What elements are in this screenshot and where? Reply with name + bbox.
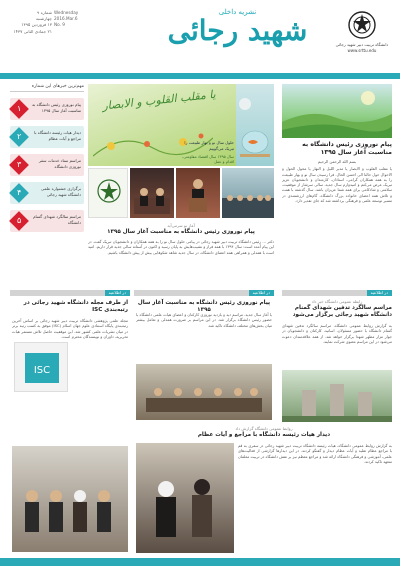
newsletter-subtitle: نشریه داخلی [218, 8, 257, 16]
main-article [282, 84, 392, 282]
right-article-title[interactable]: مراسم سالگرد تدفین شهدای گمنام دانشگاه شهید رجائی برگزار می‌شود [292, 305, 392, 318]
mid-article-title[interactable]: پیام نوروزی رئیس دانشگاه به مناسبت آغاز سال ۱۳۹۵ [137, 300, 271, 313]
footer-band [0, 558, 400, 566]
emblem-icon [347, 10, 377, 40]
main-article-title[interactable]: پیام نوروزی رئیس دانشگاه به مناسبت آغاز سال ۱۳۹۵ [302, 141, 392, 156]
highlights-sidebar [10, 84, 84, 284]
university-name: دانشگاه تربیت دبیر شهید رجائی [335, 42, 389, 47]
delegation-group-icon [12, 446, 128, 552]
bottom-article-kicker: روابط عمومی دانشگاه گزارش داد [235, 426, 293, 431]
memorial-icon [282, 370, 392, 422]
audience-icon [222, 168, 274, 218]
banner-caption: سال ۱۳۹۵ سال اقتصاد مقاومتی، اقدام و عمل [182, 154, 234, 164]
sidebar-heading: مهم‌ترین خبرهای این شماره [10, 84, 84, 92]
clerics-icon [136, 443, 234, 553]
section-divider-mid [134, 290, 274, 296]
calligraphy-text: یا مقلب القلوب و الابصار [101, 87, 217, 113]
meeting-photo [136, 364, 272, 420]
sidebar-item-5[interactable] [10, 210, 84, 232]
right-article-kicker: رابطه عمومی دانشگاه خبر داد [311, 299, 363, 304]
svg-text:ISC: ISC [33, 365, 51, 376]
sidebar-item-2[interactable] [10, 126, 84, 148]
section-tag: در اطلاعیه [249, 290, 274, 296]
sidebar-item-text: دیدار هیات رئیسه دانشگاه با مراجع و آیات عظام [34, 130, 81, 141]
masthead [0, 0, 400, 78]
bottom-article-body: به گزارش روابط عمومی دانشگاه، هیات رئیسه دانشگاه تربیت دبیر شهید رجائی در سفری به قم با مراجع عظام تقلید و آیات عظام دیدار و گفتگو کردند. در این دیدارها گزارشی از فعالیت‌های علمی، آموزشی و فرهنگی دانشگاه ارائه شد و مراجع معظم نیز بر نقش دانشگاه در تربیت معلمان متعهد تاکید کردند. [238, 443, 392, 465]
issue-info: شماره ۹ چهارشنبه ۱۳ فروردین ۱۳۹۵ ۲۱ جمادی الثانی ۱۴۳۷ [13, 10, 52, 34]
sidebar-item-text: مراسم سالگرد شهدای گمنام دانشگاه [33, 214, 81, 225]
university-logo[interactable] [334, 10, 390, 53]
event-photo-speaker [176, 168, 220, 218]
section-divider-right [282, 290, 392, 296]
section-tag: در اطلاعیه [105, 290, 130, 296]
university-emblem-card [88, 168, 128, 218]
martyrs-memorial-photo [282, 370, 392, 422]
isc-article-body: مجله علمی پژوهشی دانشگاه تربیت دبیر شهید رجائی بر اساس آخرین رتبه‌بندی پایگاه استنادی علوم جهان اسلام (ISC) موفق به کسب رتبه برتر در میان نشریات علمی کشور شد. این موفقیت حاصل تلاش مستمر هیات تحریریه، داوران و نویسندگان محترم است. [12, 318, 128, 340]
event-photo-stage [130, 168, 174, 218]
sidebar-item-3[interactable] [10, 154, 84, 176]
header-band [0, 73, 400, 79]
center-article-body: دکتر ... رئیس دانشگاه تربیت دبیر شهید رجائی در پیامی حلول سال نو را به همه همکاران و دانشجویان تبریک گفت. در این پیام آمده است: سال ۱۳۹۴ با همه فراز و نشیب‌هایش به پایان رسید و اکنون در آستانه سالی جدید قرار داریم. امید است با همدلی و همراهی همه اعضای دانشگاه، در سال جدید شاهد شکوفایی بیش از پیش دانشگاه باشیم. [88, 239, 274, 255]
newsletter-name: شهید رجائی [167, 14, 308, 47]
mid-article-body: با آغاز سال جدید، مراسم دید و بازدید نوروزی کارکنان و اعضای هیات علمی دانشگاه با حضور رئیس دانشگاه برگزار شد. در این مراسم بر ضرورت همدلی و تعامل بیشتر میان بخش‌های مختلف دانشگاه تاکید شد. [136, 312, 272, 328]
item-number-badge: ۳ [9, 155, 29, 175]
sidebar-item-text: برگزاری جشنواره علمی دانشگاه شهید رجائی [41, 186, 81, 197]
spring-landscape-photo [282, 84, 392, 138]
item-number-badge: ۴ [9, 183, 29, 203]
right-article-body: به گزارش روابط عمومی دانشگاه، مراسم سالگرد تدفین شهدای گمنام دانشگاه با حضور مسئولان، اساتید، کارکنان و دانشجویان در جوار مزار مطهر شهدا برگزار خواهد شد. از همه علاقه‌مندان دعوت می‌شود در این مراسم معنوی شرکت نمایند. [282, 323, 392, 345]
isc-article-title[interactable]: از طرف مجله دانشگاه شهید رجائی در رتبه‌بندی ISC [23, 300, 128, 313]
speaker-podium-icon [176, 168, 220, 218]
event-photo-hall [222, 168, 274, 218]
center-article-title[interactable]: پیام نوروزی رئیس دانشگاه به مناسبت آغاز سال ۱۳۹۵ [107, 229, 255, 235]
main-article-body: یا مقلب القلوب و الابصار یا مدبر اللیل و النهار یا محول الحول و الاحوال حول حالنا الی احسن الحال. فرا رسیدن سال نو و بهار طبیعت را به همه همکاران گرامی، استادان، کارمندان و دانشجویان عزیز تبریک عرض می‌کنم و امیدوارم سال جدید، سالی سرشار از موفقیت، سلامتی و شادکامی برای همه شما عزیزان باشد. سال گذشته با همت و تلاش همه اعضای خانواده بزرگ دانشگاه، گام‌های ارزشمندی در مسیر توسعه علمی و فرهنگی برداشته شد که جای تقدیر دارد. [282, 166, 392, 204]
isc-logo-panel [14, 342, 68, 392]
banner-greeting: حلول سال نو و بهار طبیعت را تبریک می‌گوییم [184, 140, 234, 151]
sidebar-item-text: پیام نوروزی رئیس دانشگاه به مناسبت آغاز سال ۱۳۹۵ [32, 102, 81, 113]
center-article-kicker: آغاز نو سرمی‌آید [167, 223, 195, 228]
item-number-badge: ۵ [9, 211, 29, 231]
emblem-icon [89, 169, 128, 218]
meeting-table-icon [136, 364, 272, 420]
isc-badge-icon [15, 343, 68, 392]
sidebar-item-4[interactable] [10, 182, 84, 204]
bottom-article-title[interactable]: دیدار هیات رئیسه دانشگاه با مراجع و آیات عظام [197, 432, 331, 438]
event-scene-icon [130, 168, 174, 218]
clerics-meeting-photo [136, 443, 234, 553]
item-number-badge: ۲ [9, 127, 29, 147]
main-article-greeting: بسم الله الرحمن الرحیم [317, 159, 357, 164]
landscape-icon [282, 84, 392, 138]
sidebar-item-1[interactable] [10, 98, 84, 120]
gregorian-date: Wednesday 2016.Mar.6 No. 9 [54, 10, 79, 28]
delegation-photo [12, 446, 128, 552]
section-tag: در اطلاعیه [367, 290, 392, 296]
goldfish-bowl-icon [236, 84, 274, 166]
item-number-badge: ۱ [9, 99, 29, 119]
section-divider-left [10, 290, 130, 296]
sidebar-item-text: مراسم ستاد خدمات سفر نوروزی دانشگاه [38, 158, 81, 169]
university-website[interactable]: www.srttu.edu [347, 48, 377, 53]
nowruz-haftsin-photo [236, 84, 274, 166]
newsletter-title [160, 8, 315, 46]
